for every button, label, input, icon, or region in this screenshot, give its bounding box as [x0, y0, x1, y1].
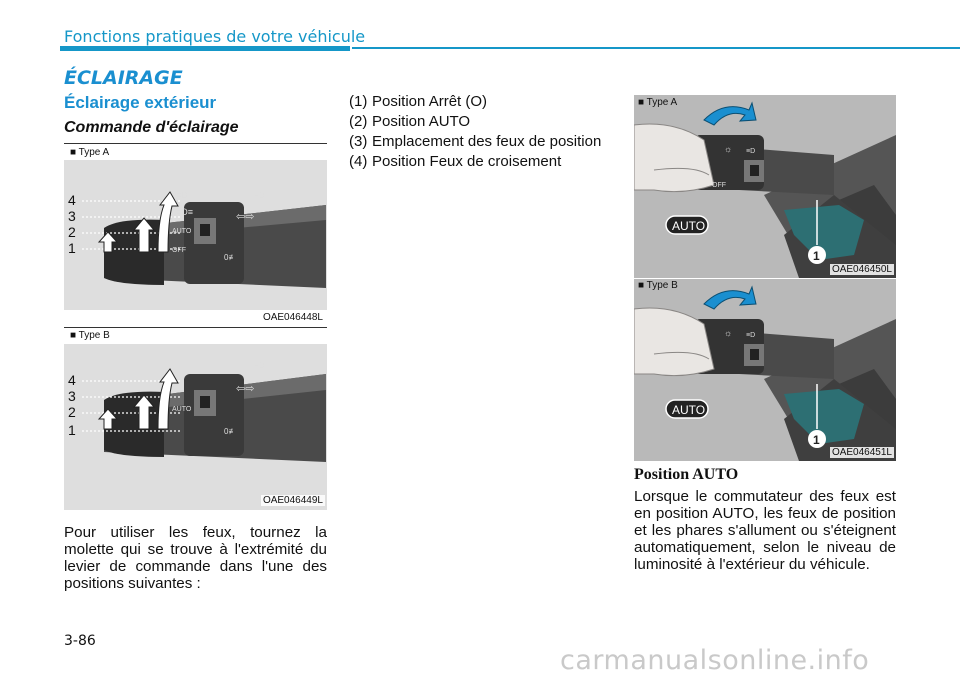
- list-item-text: Position AUTO: [372, 113, 471, 130]
- figure-type-a-photo: [634, 95, 896, 278]
- figure-type-b-lever: [64, 328, 327, 510]
- figure-code: OAE046449L: [262, 495, 323, 506]
- svg-text:☼: ☼: [724, 144, 733, 154]
- list-item: [349, 93, 611, 110]
- list-item-number: (4): [349, 153, 368, 170]
- figure-code: OAE046448L: [262, 312, 323, 323]
- svg-text:☼: ☼: [724, 328, 733, 338]
- position-label: 4: [68, 372, 76, 388]
- hand-lever-illustration: [634, 95, 896, 278]
- lever-illustration: [64, 160, 327, 310]
- svg-text:⇦⇨: ⇦⇨: [236, 383, 255, 395]
- svg-text:0≢: 0≢: [224, 253, 237, 262]
- figure-code: OAE046451L: [831, 447, 892, 458]
- auto-badge: AUTO: [672, 219, 706, 233]
- position-label: 2: [68, 224, 76, 240]
- list-item-text: Position Arrêt (O): [372, 93, 488, 110]
- position-label: 1: [68, 240, 76, 256]
- off-mark: OFF: [172, 247, 186, 254]
- callout-number: 1: [813, 433, 820, 447]
- svg-text:≡D≡: ≡D≡: [176, 207, 194, 217]
- figure-type-label: ■ Type A: [638, 97, 678, 108]
- list-item: [349, 153, 611, 170]
- positions-list: [349, 93, 611, 173]
- auto-mark: AUTO: [172, 406, 192, 413]
- position-label: 3: [68, 208, 76, 224]
- svg-text:≡D: ≡D: [746, 148, 756, 155]
- subsection-title: Éclairage extérieur: [64, 93, 217, 112]
- list-item-text: Emplacement des feux de position: [372, 133, 602, 150]
- position-label: 1: [68, 422, 76, 438]
- svg-text:0≢: 0≢: [224, 427, 237, 436]
- svg-text:≡D: ≡D: [746, 332, 756, 339]
- figure-type-label: ■ Type B: [638, 280, 678, 291]
- list-item: [349, 133, 611, 150]
- intro-paragraph: Pour utiliser les feux, tournez la molette qui se trouve à l'extrémité du levier de commande dans l'une des positions suivantes :: [64, 524, 327, 592]
- list-item-number: (3): [349, 133, 368, 150]
- watermark: carmanualsonline.info: [560, 645, 870, 676]
- callout-number: 1: [813, 249, 820, 263]
- figure-type-label: ■ Type B: [70, 330, 110, 341]
- hand-lever-illustration: [634, 279, 896, 461]
- svg-text:≡D: ≡D: [254, 191, 265, 200]
- list-item-number: (1): [349, 93, 368, 110]
- figure-type-a-lever: [64, 144, 327, 327]
- svg-text:≡D: ≡D: [254, 361, 265, 370]
- header-rule-thin: [352, 47, 960, 49]
- header-rule-thick: [60, 46, 350, 51]
- subsubsection-title: Commande d'éclairage: [64, 119, 239, 136]
- section-title: ÉCLAIRAGE: [64, 67, 183, 89]
- position-auto-title: Position AUTO: [634, 466, 739, 483]
- auto-mark: AUTO: [172, 228, 192, 235]
- figure-type-b-photo: [634, 279, 896, 461]
- auto-badge: AUTO: [672, 403, 706, 417]
- list-item: [349, 113, 611, 130]
- figure-code: OAE046450L: [831, 264, 892, 275]
- list-item-number: (2): [349, 113, 368, 130]
- lever-illustration: [64, 344, 327, 510]
- position-label: 4: [68, 192, 76, 208]
- page-number: 3-86: [64, 633, 96, 649]
- svg-text:⇦⇨: ⇦⇨: [236, 211, 255, 223]
- position-label: 3: [68, 388, 76, 404]
- chapter-header: Fonctions pratiques de votre véhicule: [64, 27, 366, 46]
- position-label: 2: [68, 404, 76, 420]
- position-auto-paragraph: Lorsque le commutateur des feux est en position AUTO, les feux de position et les phares s'allument ou s'éteignent automatiquement, selon le niveau de luminosité à l'extérieur du véhicule.: [634, 488, 896, 573]
- off-mark: OFF: [712, 182, 726, 189]
- figure-type-label: ■ Type A: [70, 147, 110, 158]
- svg-text:≡D: ≡D: [176, 190, 188, 200]
- list-item-text: Position Feux de croisement: [372, 153, 562, 170]
